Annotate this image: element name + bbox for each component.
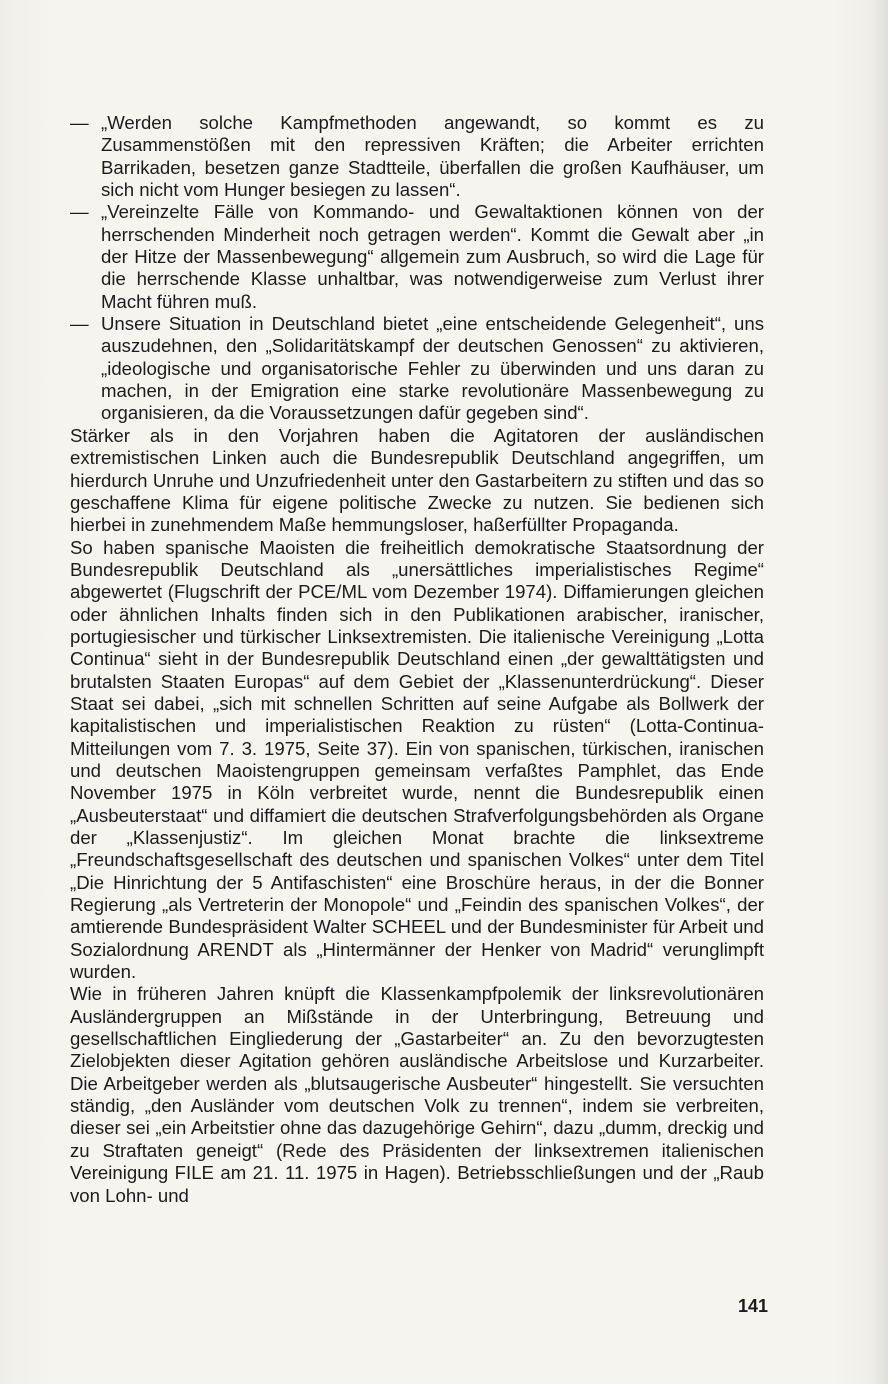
paragraph: Stärker als in den Vorjahren haben die Agitatoren der ausländischen extremistischen Linken auch die Bundesrepublik Deutschland angegriffen, um hierdurch Unruhe und Unzufriedenheit unter den Gastarbeitern zu stiften und das so geschaffene Klima für eigene politische Zwecke zu nutzen. Sie bedienen sich hierbei in zunehmendem Maße hemmungsloser, haßerfüllter Propaganda. xyxy=(70,424,764,536)
bullet-text: „Vereinzelte Fälle von Kommando- und Gewaltaktionen können von der herrschenden Minderheit noch getragen werden“. Kommt die Gewalt aber „in der Hitze der Massenbewegung“ allgemein zum Ausbruch, so wird die Lage für die herrschende Klasse unhaltbar, was notwendigerweise zum Verlust ihrer Macht führen muß. xyxy=(101,201,764,312)
paragraph: So haben spanische Maoisten die freiheitlich demokratische Staatsordnung der Bundesrepublik Deutschland als „unersättliches imperialistisches Regime“ abgewertet (Flugschrift der PCE/ML vom Dezember 1974). Diffamierungen gleichen oder ähnlichen Inhalts finden sich in den Publikationen arabischer, iranischer, portugiesischer und türkischer Linksextremisten. Die italienische Vereinigung „Lotta Continua“ sieht in der Bundesrepublik Deutschland einen „der gewalttätigsten und brutalsten Staaten Europas“ auf dem Gebiet der „Klassenunterdrückung“. Dieser Staat sei dabei, „sich mit schnellen Schritten auf seine Aufgabe als Bollwerk der kapitalistischen und imperialistischen Reaktion zu rüsten“ (Lotta-Continua-Mitteilungen vom 7. 3. 1975, Seite 37). Ein von spanischen, türkischen, iranischen und deutschen Maoistengruppen gemeinsam verfaßtes Pamphlet, das Ende November 1975 in Köln verbreitet wurde, nennt die Bundesrepublik einen „Ausbeuterstaat“ und diffamiert die deutschen Strafverfolgungsbehörden als Organe der „Klassenjustiz“. Im gleichen Monat brachte die linksextreme „Freundschaftsgesellschaft des deutschen und spanischen Volkes“ unter dem Titel „Die Hinrichtung der 5 Antifaschisten“ eine Broschüre heraus, in der die Bonner Regierung „als Vertreterin der Monopole“ und „Feindin des spanischen Volkes“, der amtierende Bundespräsident Walter SCHEEL und der Bundesminister für Arbeit und Sozialordnung ARENDT als „Hintermänner der Henker von Madrid“ verunglimpft wurden. xyxy=(70,536,764,983)
dash-marker: — xyxy=(70,201,89,223)
bullet-text: Unsere Situation in Deutschland bietet „eine entscheidende Gelegenheit“, uns auszudehnen, den „Solidaritätskampf der deutschen Genossen“ zu aktivieren, „ideologische und organisatorische Fehler zu überwinden und uns daran zu machen, in der Emigration eine starke revolutionäre Massenbewegung zu organisieren, da die Voraussetzungen dafür gegeben sind“. xyxy=(101,313,764,424)
dash-marker: — xyxy=(70,313,89,335)
page-edge-shadow xyxy=(870,0,888,1384)
body-text xyxy=(70,112,764,1207)
paragraph: Wie in früheren Jahren knüpft die Klassenkampfpolemik der linksrevolutionären Ausländergruppen an Mißstände in der Unterbringung, Betreuung und gesellschaftlichen Eingliederung der „Gastarbeiter“ an. Zu den bevorzugtesten Zielobjekten dieser Agitation gehören ausländische Arbeitslose und Kurzarbeiter. Die Arbeitgeber werden als „blutsaugerische Ausbeuter“ hingestellt. Sie versuchten ständig, „den Ausländer vom deutschen Volk zu trennen“, indem sie verbreiten, dieser sei „ein Arbeitstier ohne das dazugehörige Gehirn“, dazu „dumm, dreckig und zu Straftaten geneigt“ (Rede des Präsidenten der linksextremen italienischen Vereinigung FILE am 21. 11. 1975 in Hagen). Betriebsschließungen und der „Raub von Lohn- und xyxy=(70,983,764,1206)
bullet-item xyxy=(70,313,764,425)
bullet-text: „Werden solche Kampfmethoden angewandt, so kommt es zu Zusammenstößen mit den repressiven Kräften; die Arbeiter errichten Barrikaden, besetzen ganze Stadtteile, überfallen die großen Kaufhäuser, um sich nicht vom Hunger besiegen zu lassen“. xyxy=(101,112,764,201)
page-number: 141 xyxy=(737,1296,768,1316)
bullet-item xyxy=(70,112,764,201)
dash-marker: — xyxy=(70,112,89,133)
bullet-item xyxy=(70,201,764,313)
